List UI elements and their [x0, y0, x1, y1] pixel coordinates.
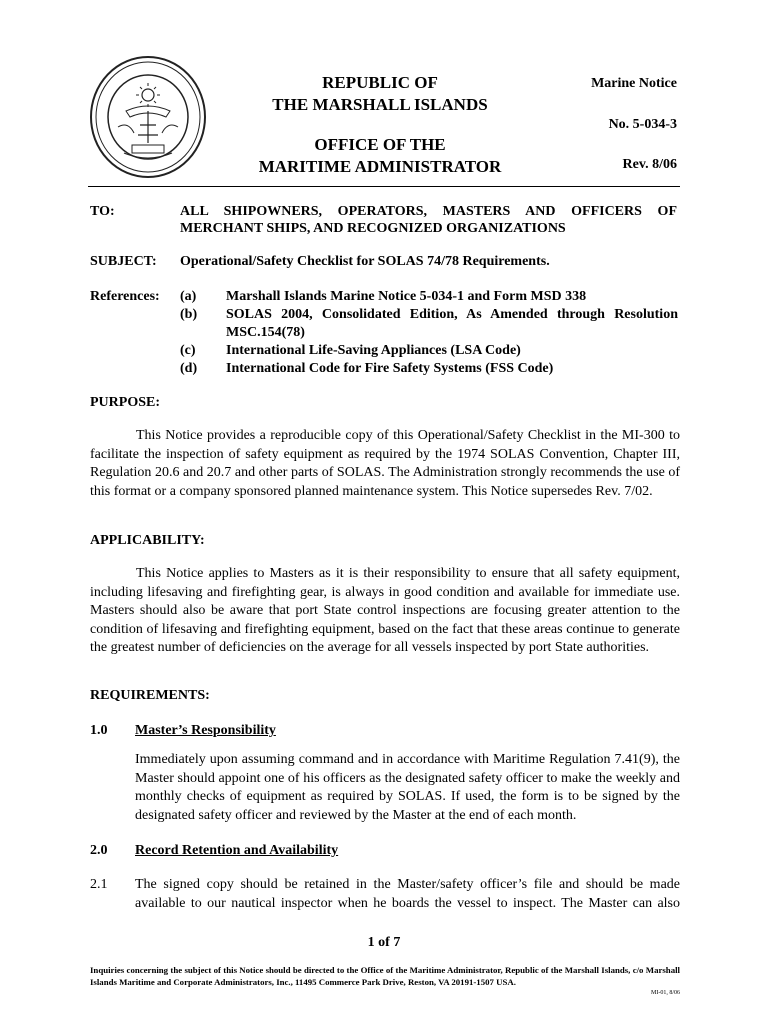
applicability-heading: APPLICABILITY:: [90, 533, 205, 548]
notice-number: No. 5-034-3: [608, 117, 677, 132]
section-1-text: Immediately upon assuming command and in accordance with Maritime Regulation 7.41(9), the Master should appoint one of his officers as the designated safety officer to make the weekly and monthly checks of equipment as required by SOLAS. If used, the form is to be signed by the designated safety officer and reviewed by the Master at the end of each month.: [135, 752, 680, 823]
subject-text: Operational/Safety Checklist for SOLAS 74/78 Requirements.: [180, 254, 550, 269]
revision: Rev. 8/06: [622, 157, 677, 172]
office-title: [250, 134, 510, 178]
applicability-text: This Notice applies to Masters as it is their responsibility to ensure that all safety equipment, including lifesaving and firefighting gear, is always in good condition and available for immediate use. Masters should also be aware that port State control inspections are focusing greater attention to the condition of lifesaving and firefighting equipment, based on the fact that these areas continue to generate the greatest number of deficiencies on the average for all vessels inspected by port State authorities.: [90, 566, 680, 656]
references-label: References:: [90, 289, 160, 304]
office-line-2: MARITIME ADMINISTRATOR: [258, 157, 502, 176]
section-1-number: 1.0: [90, 723, 108, 738]
section-1-title: Master’s Responsibility: [135, 723, 276, 738]
reference-text: International Code for Fire Safety Systems (FSS Code): [226, 361, 554, 376]
republic-line-2: THE MARSHALL ISLANDS: [272, 95, 488, 114]
section-2-number: 2.0: [90, 843, 108, 858]
purpose-text: This Notice provides a reproducible copy of this Operational/Safety Checklist in the MI-300 to facilitate the inspection of safety equipment as required by the 1974 SOLAS Convention, Chapter III, Regulation 20.6 and 20.7 and other parts of SOLAS. The Administration strongly recommends the use of this format or a company sponsored planned maintenance system. This Notice supersedes Rev. 7/02.: [90, 428, 680, 499]
page-number: 1 of 7: [367, 935, 401, 950]
office-line-1: OFFICE OF THE: [314, 135, 446, 154]
footer-inquiries: Inquiries concerning the subject of this Notice should be directed to the Office of the Maritime Administrator, Republic of the Marshall Islands, c/o Marshall Islands Maritime and Corporate Administrators, Inc., 11495 Commerce Park Drive, Reston, VA 20191-1507 USA.: [90, 965, 680, 987]
form-code: MI-01, 8/06: [651, 990, 680, 996]
republic-line-1: REPUBLIC OF: [322, 73, 438, 92]
section-2-1-text: The signed copy should be retained in the Master/safety officer’s file and should be made available to our nautical inspector when he boards the vessel to inspect. The Master can also: [135, 877, 680, 911]
reference-text: International Life-Saving Appliances (LSA Code): [226, 343, 521, 358]
seal-emblem: [88, 55, 208, 180]
section-2-title: Record Retention and Availability: [135, 843, 339, 858]
to-label: TO:: [90, 204, 115, 219]
reference-letter: (a): [180, 289, 197, 304]
requirements-heading: REQUIREMENTS:: [90, 688, 210, 703]
reference-text: SOLAS 2004, Consolidated Edition, As Amended through Resolution MSC.154(78): [226, 307, 678, 340]
notice-type: Marine Notice: [591, 76, 677, 91]
republic-title: [250, 72, 510, 116]
to-line-2: MERCHANT SHIPS, AND RECOGNIZED ORGANIZATIONS: [180, 221, 566, 236]
to-line-1: ALL SHIPOWNERS, OPERATORS, MASTERS AND OFFICERS OF: [180, 204, 677, 219]
reference-letter: (c): [180, 343, 196, 358]
reference-letter: (d): [180, 361, 198, 376]
subject-label: SUBJECT:: [90, 254, 157, 269]
section-2-1-number: 2.1: [90, 877, 108, 892]
purpose-heading: PURPOSE:: [90, 395, 160, 410]
seal-text: [0, 0, 1, 1]
header-divider: [88, 186, 680, 187]
reference-letter: (b): [180, 307, 198, 322]
reference-text: Marshall Islands Marine Notice 5-034-1 and Form MSD 338: [226, 289, 587, 304]
